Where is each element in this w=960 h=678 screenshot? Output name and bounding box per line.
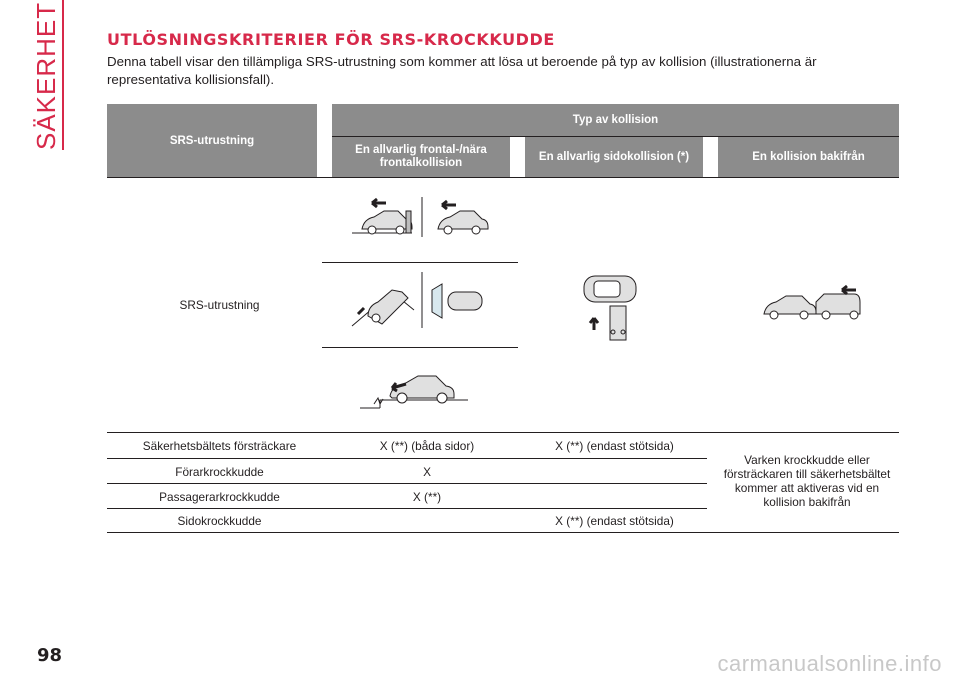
section-side-label: SÄKERHET [31, 1, 61, 150]
header-col-equipment [107, 104, 317, 177]
rear-collision-illustration [762, 284, 872, 324]
table-rule [107, 483, 707, 484]
frontal-illustration-divider-2 [322, 347, 518, 348]
frontal-collision-illustration-3 [360, 366, 480, 416]
header-col-frontal [332, 137, 510, 177]
header-bottom-rule [107, 177, 899, 178]
watermark: carmanualsonline.info [717, 651, 942, 676]
intro-paragraph: Denna tabell visar den tillämpliga SRS-utrustning som kommer att lösa ut beroende på typ av kollision (illustrationerna är representativa kollisionsfall). [107, 54, 817, 87]
rear-collision-note: Varken krockkudde eller försträckaren till säkerhetsbältet kommer att aktiveras vid en kollision bakifrån [723, 453, 891, 509]
frontal-illustration-divider-1 [322, 262, 518, 263]
header-group-collision-type [332, 104, 899, 136]
table-rule [107, 508, 707, 509]
row-label-pretensioner: Säkerhetsbältets försträckare [142, 439, 297, 453]
header-col-side [525, 137, 703, 177]
row-label-side-airbag: Sidokrockkudde [177, 514, 262, 528]
header-col-frontal-label: En allvarlig frontal-/nära frontalkollision [355, 144, 487, 169]
frontal-collision-illustration-1 [350, 193, 520, 241]
page-number: 98 [37, 645, 63, 666]
header-group-label: Typ av kollision [572, 114, 659, 126]
table-rule [107, 458, 707, 459]
header-col-equipment-label: SRS-utrustning [169, 134, 255, 147]
page-title: UTLÖSNINGSKRITERIER FÖR SRS-KROCKKUDDE [107, 30, 555, 49]
header-col-rear [718, 137, 899, 177]
side-rule [62, 0, 64, 150]
image-row-label: SRS-utrustning [179, 298, 260, 312]
row-frontal-pretensioner: X (**) (båda sidor) [379, 439, 475, 453]
row-side-side-airbag: X (**) (endast stötsida) [555, 514, 674, 528]
side-collision-illustration [580, 272, 660, 344]
header-col-rear-label: En kollision bakifrån [752, 151, 865, 163]
row-frontal-passenger-airbag: X (**) [412, 490, 442, 504]
table-rule-bottom [107, 532, 899, 533]
frontal-collision-illustration-2 [348, 270, 488, 332]
row-side-pretensioner: X (**) (endast stötsida) [555, 439, 674, 453]
header-divider [332, 136, 899, 137]
header-col-side-label: En allvarlig sidokollision (*) [538, 151, 690, 163]
row-frontal-driver-airbag: X [423, 465, 431, 479]
row-label-driver-airbag: Förarkrockkudde [175, 465, 264, 479]
table-rule-top [107, 432, 899, 433]
row-label-passenger-airbag: Passagerarkrockkudde [159, 490, 280, 504]
